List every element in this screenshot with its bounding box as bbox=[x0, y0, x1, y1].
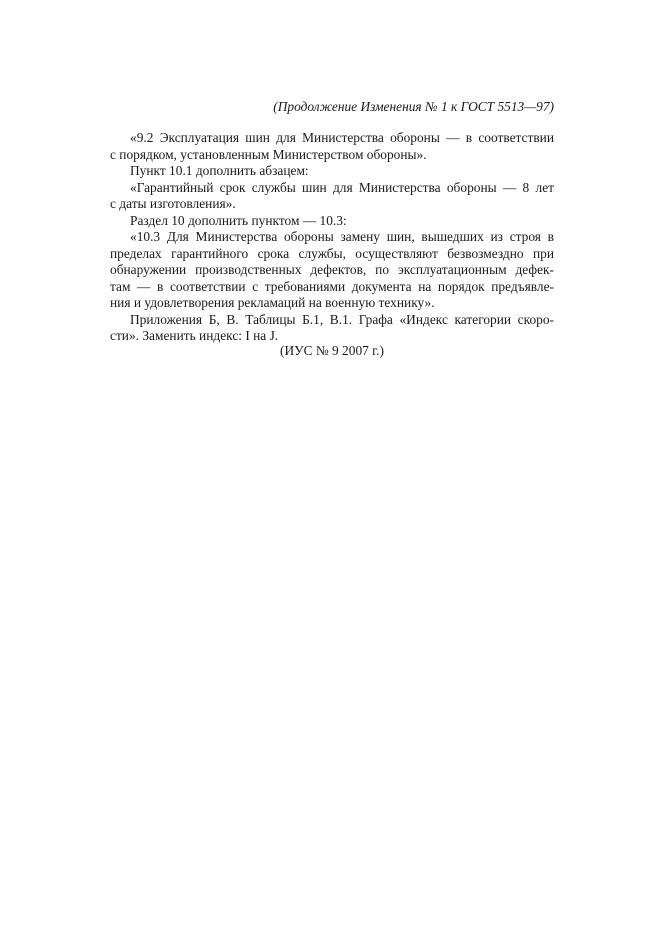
continuation-header: (Продолжение Изменения № 1 к ГОСТ 5513—97) bbox=[273, 99, 554, 114]
text-line: там — в соответствии с требованиями документа на порядок предъявле- bbox=[110, 278, 554, 294]
amendment-text bbox=[110, 130, 554, 345]
text-line: Раздел 10 дополнить пунктом — 10.3: bbox=[130, 212, 347, 228]
text-line: Пункт 10.1 дополнить абзацем: bbox=[130, 163, 309, 178]
text-line: обнаружении производственных дефектов, по эксплуатационным дефек- bbox=[110, 262, 554, 277]
text-line: ния и удовлетворения рекламаций на военную технику». bbox=[110, 295, 435, 310]
ius-reference: (ИУС № 9 2007 г.) bbox=[280, 343, 384, 358]
text-line: с даты изготовления». bbox=[110, 196, 236, 211]
text-line: Приложения Б, В. Таблицы Б.1, В.1. Графа «Индекс категории скоро- bbox=[130, 311, 554, 327]
text-line: «9.2 Эксплуатация шин для Министерства обороны — в соответствии bbox=[130, 130, 554, 145]
text-line: «10.3 Для Министерства обороны замену шин, вышедших из строя в bbox=[130, 229, 554, 244]
text-line: пределах гарантийного срока службы, осуществляют безвозмездно при bbox=[110, 245, 554, 261]
text-line: сти». Заменить индекс: I на J. bbox=[110, 328, 279, 343]
text-line: с порядком, установленным Министерством обороны». bbox=[110, 146, 427, 162]
text-line: «Гарантийный срок службы шин для Министерства обороны — 8 лет bbox=[130, 179, 554, 195]
